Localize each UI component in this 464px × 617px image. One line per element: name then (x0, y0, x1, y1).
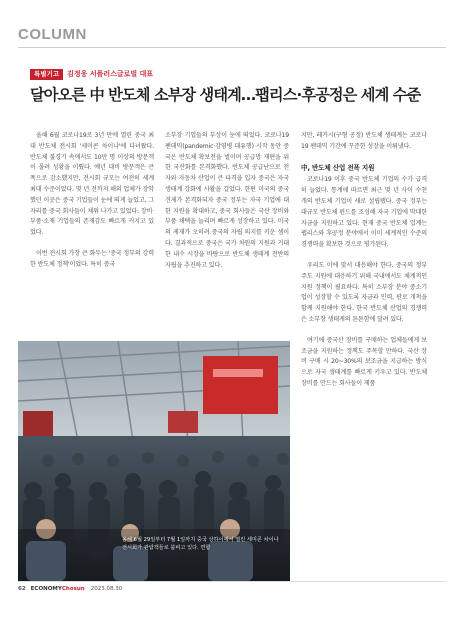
byline (30, 68, 153, 80)
author-name: 김정웅 서플러스글로벌 대표 (67, 69, 154, 78)
page-number: 62 (18, 586, 26, 592)
article-column-1 (30, 131, 154, 346)
paragraph: 코로나19 이후 중국 반도체 기업의 수가 급격히 늘었다. 통계에 따르면 최근 몇 년 사이 수천 개의 반도체 기업이 새로 설립됐다. 중국 정부는 대규모 반도체 펀드를 조성해 자국 기업에 막대한 자금을 지원하고 있다. 현재 중국 반도체 업계는 팹리스와 후공정 분야에서 이미 세계적인 수준의 경쟁력을 확보한 것으로 평가된다. (301, 176, 427, 249)
article-headline: 달아오른 中 반도체 소부장 생태계…팹리스·후공정은 세계 수준 (30, 86, 421, 104)
magazine-name-suffix: Chosun (61, 586, 85, 592)
magazine-name-prefix: ECONOMY (30, 586, 62, 592)
top-divider (18, 47, 446, 48)
issue-date: 2023.08.30 (90, 586, 123, 592)
special-contribution-badge: 특별기고 (30, 69, 63, 80)
section-subhead: 中, 반도체 산업 전폭 지원 (301, 163, 375, 172)
paragraph: 지만, 레거시(구형 공정) 반도체 생태계는 코로나19 팬데믹 기간에 꾸준한 성장을 이뤄냈다. (301, 132, 427, 150)
article-column-2 (165, 131, 289, 346)
photo-caption: 올해 6월 29일부터 7월 1일까지 중국 상하이에서 열린 세미콘 차이나 전시회가 관람객들로 붐비고 있다. 연합 (122, 537, 279, 551)
paragraph: 우리도 이에 맞서 대응해야 한다. 중국의 정부 주도 지원에 대응하기 위해 국내에서도 체계적인 지원 정책이 필요하다. 특히 소부장 분야 중소기업이 성장할 수 있도록 자금과 인력, 판로 개척을 함께 지원해야 한다. 한국 반도체 산업의 경쟁력은 소부장 생태계의 튼튼함에 달려 있다. (301, 261, 427, 323)
magazine-name (31, 586, 85, 592)
paragraph: 올해 6월 코로나19로 3년 만에 열린 중국 최대 반도체 전시회 '세미콘 차이나'에 다녀왔다. 반도체 불경기 속에서도 10만 명 이상의 방문객이 몰려 성황을 이뤘다. 예년 대비 방문객은 큰 폭으로 감소했지만, 전시회 규모는 여전히 세계 최대 수준이었다. 몇 년 전까지 해외 업체가 장악했던 이곳은 중국 기업들이 눈에 띄게 늘었고, 그 자리를 중국 회사들이 채워 나가고 있었다. 장비·부품·소재 기업들의 존재감도 빠르게 커지고 있었다. (30, 132, 154, 237)
paragraph: 소부장 기업들의 부상이 눈에 띄었다. 코로나19 팬데믹(pandemic·감염병 대유행) 시작 동안 중국은 반도체 확보전을 벌이며 공급망 재편을 위한 국산화를 본격화했다. 반도체 공급난으로 전자와 자동차 산업이 큰 타격을 입자 중국은 자국 생태계 강화에 사활을 걸었다. 한편 미국의 중국 견제가 본격화되자 중국 정부는 자국 기업에 대한 지원을 확대하고, 중국 회사들은 국산 장비와 부품 채택을 늘리며 빠르게 성장하고 있다. 미국의 제재가 오히려 중국의 자립 의지를 키운 셈이다. 결과적으로 중국은 국가 차원의 지원과 거대한 내수 시장을 바탕으로 반도체 생태계 전반의 자립을 추진하고 있다. (165, 132, 289, 269)
section-label: COLUMN (18, 26, 87, 43)
paragraph: 여기에 중국산 장비를 구매하는 업체들에게 보조금을 지원하는 정책도 주목할 만하다. 국산 장비 구매 시 20~30%의 보조금을 지급하는 방식으로 자국 생태계를 빠르게 키우고 있다. 반도체 장비를 만드는 회사들이 제품 (301, 336, 427, 387)
article-column-3 (301, 131, 427, 581)
paragraph: 이번 전시회 가장 큰 화두는 '중국 정부의 강력한 반도체 정책'이었다. 특히 중국 (30, 249, 154, 268)
page-footer (18, 582, 122, 596)
